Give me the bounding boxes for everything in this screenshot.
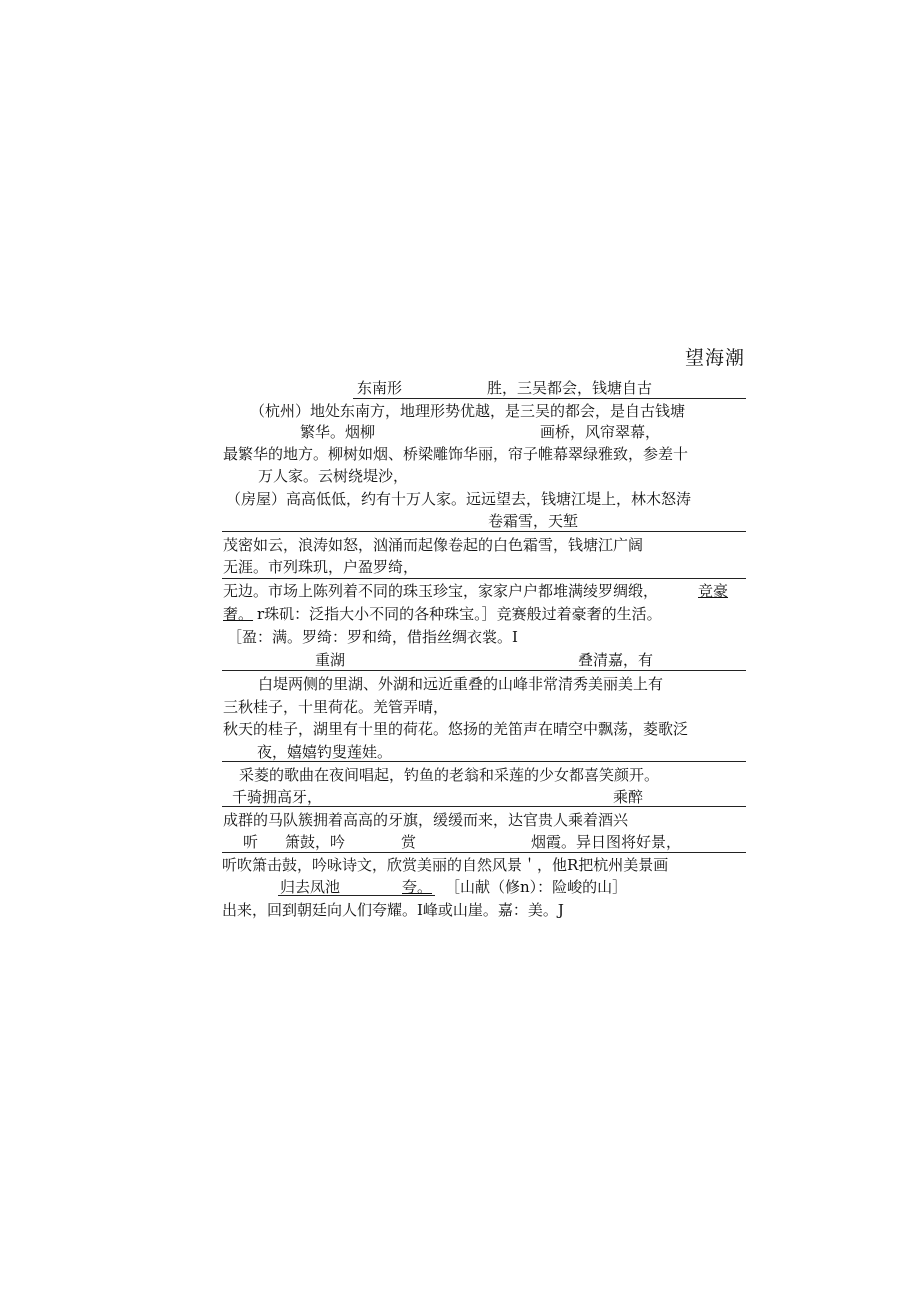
poem-line: 千骑拥高牙， bbox=[232, 788, 323, 806]
poem-line: 叠清嘉，有 bbox=[578, 651, 654, 669]
poem-line: 箫鼓，吟 bbox=[285, 833, 346, 851]
poem-line: 赏 bbox=[401, 833, 417, 851]
poem-line: 无涯。市列珠玑，户盈罗绮， bbox=[223, 558, 419, 576]
translation-line: 最繁华的地方。柳树如烟、桥梁雕饰华丽，帘子帷幕翠绿雅致，参差十 bbox=[223, 445, 689, 463]
translation-line: 无边。市场上陈列着不同的珠玉珍宝，家家户户都堆满绫罗绸缎， bbox=[223, 582, 659, 600]
poem-line: 画桥，风帘翠幕， bbox=[540, 423, 661, 441]
translation-line: 采菱的歌曲在夜间唱起，钓鱼的老翁和采莲的少女都喜笑颜开。 bbox=[239, 766, 660, 784]
translation-line: 成群的马队簇拥着高高的牙旗，缓缓而来，达官贵人乘着酒兴 bbox=[223, 811, 629, 829]
annotation-line: ［山献（修n）：险峻的山］ bbox=[445, 878, 628, 896]
poem-line: 竞豪 bbox=[698, 582, 729, 600]
divider-line bbox=[222, 578, 746, 579]
poem-line: 夸。 bbox=[402, 878, 433, 896]
translation-line: 白堤两侧的里湖、外湖和远近重叠的山峰非常清秀美丽美上有 bbox=[258, 675, 664, 693]
poem-line: 三秋桂子，十里荷花。羌管弄晴， bbox=[223, 698, 449, 716]
poem-line: 重湖 bbox=[315, 651, 346, 669]
translation-line: 出来，回到朝廷向人们夸耀。I峰或山崖。嘉：美。J bbox=[222, 901, 564, 919]
poem-line: 卷霜雪，天堑 bbox=[488, 512, 579, 530]
translation-line: 茂密如云，浪涛如怒，汹涌而起像卷起的白色霜雪，钱塘江广阔 bbox=[223, 536, 644, 554]
poem-line: 万人家。云树绕堤沙， bbox=[258, 467, 409, 485]
poem-line: 夜，嬉嬉钓叟莲娃。 bbox=[257, 743, 393, 761]
poem-line: 归去凤池 bbox=[280, 878, 341, 896]
translation-line: （房屋）高高低低，约有十万人家。远远望去，钱塘江堤上，林木怒涛 bbox=[226, 490, 692, 508]
divider-line bbox=[222, 852, 746, 853]
poem-line: 繁华。烟柳 bbox=[300, 423, 376, 441]
translation-line: 秋天的桂子，湖里有十里的荷花。悠扬的羌笛声在晴空中飘荡，菱歌泛 bbox=[223, 720, 689, 738]
poem-line: 听 bbox=[243, 833, 259, 851]
divider-line bbox=[222, 670, 746, 671]
annotation-line: ［盈：满。罗绮：罗和绮，借指丝绸衣裳。I bbox=[227, 628, 518, 646]
poem-line: 奢。 bbox=[223, 605, 254, 623]
poem-title: 望海潮 bbox=[685, 347, 746, 369]
underline-segment bbox=[278, 895, 435, 896]
poem-line: 胜，三吴都会，钱塘自古 bbox=[487, 379, 653, 397]
poem-line: 乘醉 bbox=[613, 788, 644, 806]
translation-line: （杭州）地处东南方，地理形势优越，是三吴的都会，是自古钱塘 bbox=[250, 402, 686, 420]
translation-line: 听吹箫击鼓，吟咏诗文，欣赏美丽的自然风景＇，他R把杭州美景画 bbox=[222, 856, 669, 874]
annotation-line: r珠矶：泛指大小不同的各种珠宝。］竞赛般过着豪奢的生活。 bbox=[257, 605, 662, 623]
poem-line: 烟霞。异日图将好景， bbox=[531, 833, 682, 851]
divider-line bbox=[222, 531, 746, 532]
poem-line: 东南形 bbox=[357, 379, 403, 397]
divider-line bbox=[353, 398, 746, 399]
